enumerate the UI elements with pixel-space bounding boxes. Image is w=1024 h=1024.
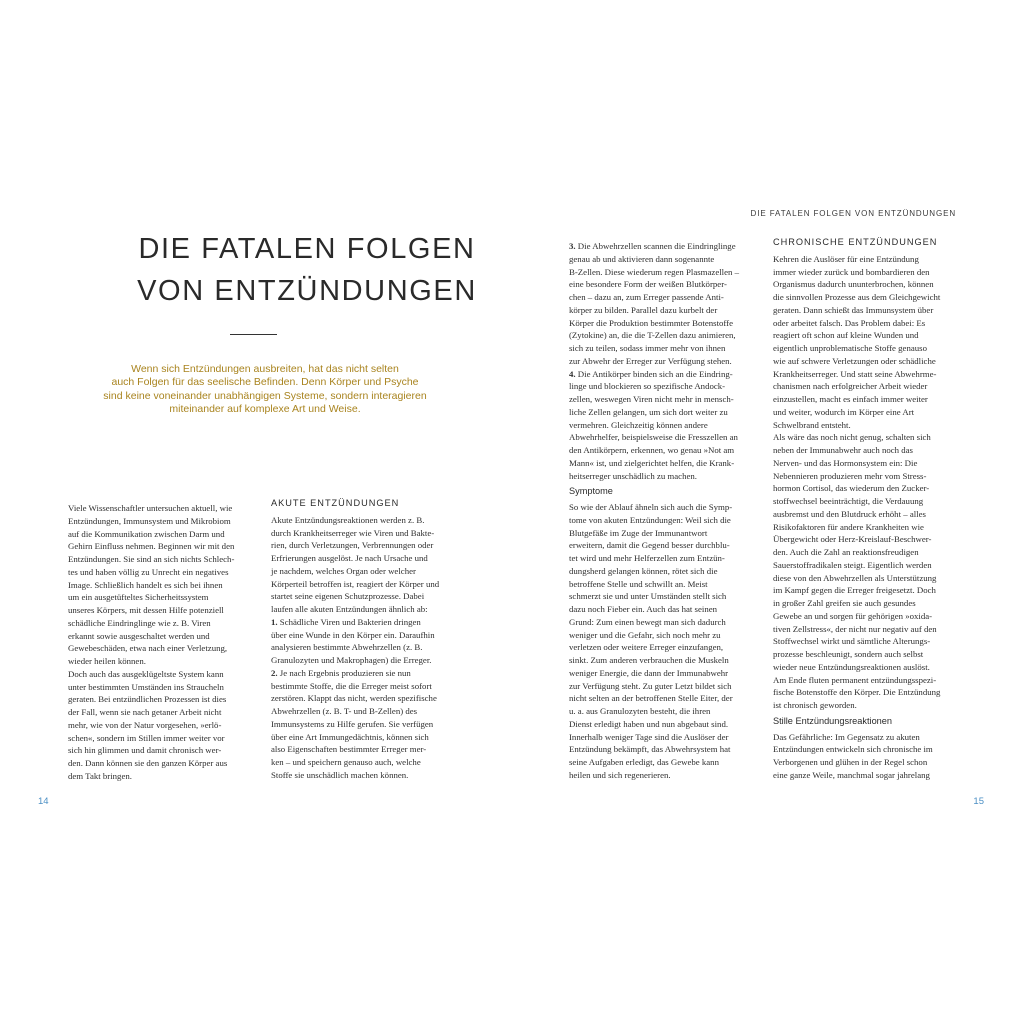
- intro-paragraph: Wenn sich Entzündungen ausbreiten, hat das nicht selten auch Folgen für das seelische Befinden. Denn Körper und Psyche sind keine voneinander unabhängigen Systeme, sondern interagieren miteinander auf komplexe Art und Weise.: [103, 363, 427, 415]
- page-number-right: 15: [973, 796, 984, 807]
- body-paragraph: Als wäre das noch nicht genug, schalten sich neben der Immunabwehr auch noch das Nerven- und das Hormonsystem ein: Die Nebennieren produzieren mehr vom Stress- hormon Cortisol, das wiederum den Zucker- stoffwechsel beeinträchtigt, die Verdauung ausbremst und den Blutdruck erhöht – alles Risikofaktoren für andere Krankheiten wie Übergewicht oder Herz-Kreislauf-Beschwer- den. Auch die Zahl an reaktionsfreudigen Sauerstoffradikalen steigt. Eigentlich werden diese von den Abwehrzellen als Unterstützung im Kampf gegen die Erreger freigesetzt. Doch in großer Zahl greifen sie auch gesundes Gewebe an und sorgen für gehörigen »oxida- tiven Zellstress«, der nicht nur negativ auf den Stoffwechsel wirkt und sämtliche Alterungs- prozesse beschleunigt, sondern auch selbst wieder neue Entzündungsreaktionen auslöst. Am Ende fluten permanent entzündungsspezi- fische Botenstoffe den Körper. Die Entzündung ist chronisch geworden.: [773, 432, 941, 710]
- numbered-step-2: [271, 667, 459, 782]
- chapter-title-line-1: DIE FATALEN FOLGEN: [138, 233, 476, 265]
- page-number-left: 14: [38, 796, 49, 807]
- right-page-column-1: [569, 240, 755, 782]
- step-number: 1.: [271, 616, 278, 627]
- body-paragraph: So wie der Ablauf ähneln sich auch die Symp- tome von akuten Entzündungen: Weil sich die Blutgefäße im Zuge der Immunantwort erweitern, damit die Gegend besser durchblu- tet wird und mehr Helferzellen zum Entzün- dungsherd gelangen können, rötet sich die betroffene Stelle und schwillt an. Meist schmerzt sie und unter Umständen stellt sich dazu noch Fieber ein. Auch das hat seinen Grund: Zum einen bewegt man sich dadurch weniger und die Gefahr, sich noch mehr zu verletzen oder weitere Erreger einzufangen, sinkt. Zum anderen verbrauchen die Muskeln weniger Energie, die dann der Immunabwehr zur Verfügung steht. Zu guter Letzt bildet sich nicht selten an der betroffenen Stelle Eiter, der u. a. aus Granulozyten besteht, die ihren Dienst erledigt haben und nun abgebaut sind. Innerhalb weniger Tage sind die Auslöser der Entzündung bekämpft, das Abwehrsystem hat seine Aufgaben erledigt, das Gewebe kann heilen und sich regenerieren.: [569, 502, 733, 780]
- step-text: Die Abwehrzellen scannen die Eindringlinge genau ab und aktivieren dann sogenannte B-Zellen. Diese wiederum regen Plasmazellen – eine besondere Form der weißen Blutkörper- chen – dazu an, zum Erreger passende Anti- körper zu bilden. Parallel dazu kurbelt der Körper die Produktion bestimmter Botenstoffe (Zytokine) an, die die T-Zellen dazu animieren, sich zu teilen, sodass immer mehr von ihnen zur Abwehr der Erreger zur Verfügung stehen.: [569, 241, 740, 366]
- running-head: DIE FATALEN FOLGEN VON ENTZÜNDUNGEN: [750, 209, 956, 218]
- section-heading-chronic: CHRONISCHE ENTZÜNDUNGEN: [773, 237, 938, 247]
- subheading-symptoms: Symptome: [569, 486, 613, 497]
- step-number: 3.: [569, 241, 576, 251]
- body-paragraph: Kehren die Auslöser für eine Entzündung immer wieder zurück und bombardieren den Organismus dadurch ununterbrochen, können die sinnvollen Prozesse aus dem Gleichgewicht geraten. Dann schießt das Immunsystem über oder arbeitet falsch. Das Problem dabei: Es reagiert oft schon auf kleine Wunden und eigentlich unproblematische Stoffe genauso wie auf schwere Verletzungen oder schädliche Krankheitserreger. Und statt seine Abwehrme- chanismen nach erfolgreicher Arbeit wieder einzustellen, macht es einfach immer weiter und weiter, wodurch im Körper eine Art Schwelbrand entsteht.: [773, 253, 941, 430]
- step-text: Je nach Ergebnis produzieren sie nun bestimmte Stoffe, die die Erreger meist sofort zerstören. Klappt das nicht, werden spezifische Abwehrzellen (z. B. T- und B-Zellen) des Immunsystems zu Hilfe gerufen. Sie verfügen über eine Art Immungedächtnis, können sich also Eigenschaften bestimmter Erreger mer- ken – und speichern genauso auch, welche Stoffe sie unschädlich machen können.: [271, 667, 437, 780]
- section-heading-acute: AKUTE ENTZÜNDUNGEN: [271, 498, 400, 508]
- numbered-step-4: [569, 368, 755, 483]
- body-paragraph: Doch auch das ausgeklügeltste System kann unter bestimmten Umständen ins Straucheln geraten. Bei entzündlichen Prozessen ist dies der Fall, wenn sie nach getaner Arbeit nicht mehr, wie von der Natur vorgesehen, »erlö- schen«, sondern im Stillen immer weiter vor sich hin glimmen und damit chronisch wer- den. Dann können sie den ganzen Körper aus dem Takt bringen.: [68, 668, 228, 781]
- body-paragraph: Akute Entzündungsreaktionen werden z. B. durch Krankheitserreger wie Viren und Bakte- rien, durch Verletzungen, Verbrennungen oder Erfrierungen ausgelöst. Je nach Ursache und je nachdem, welches Organ oder welcher Körperteil betroffen ist, reagiert der Körper und startet seine eigenen Schutzprozesse. Dabei laufen alle akuten Entzündungen ähnlich ab:: [271, 514, 440, 614]
- body-paragraph: Viele Wissenschaftler untersuchen aktuell, wie Entzündungen, Immunsystem und Mikrobiom auf die Kommunikation zwischen Darm und Gehirn Einfluss nehmen. Beginnen wir mit den Entzündungen. Sie sind an sich nichts Schlech- tes und haben völlig zu Unrecht ein negatives Image. Schließlich handelt es sich bei ihnen um ein ausgetüfteltes Sicherheitssystem unseres Körpers, mit dessen Hilfe potenziell schädliche Eindringlinge wie z. B. Viren erkannt sowie ausgeschaltet werden und Gewebeschäden, etwa nach einer Verletzung, wieder heilen können.: [68, 503, 235, 666]
- left-page-column-1: [68, 502, 258, 783]
- left-page-column-2: [271, 497, 459, 782]
- numbered-step-1: [271, 616, 459, 667]
- right-page-column-2: [773, 236, 959, 782]
- step-text: Die Antikörper binden sich an die Eindring- linge und blockieren so spezifische Andock- zellen, weswegen Viren nicht mehr in mensch- liche Zellen gelangen, um sich dort weiter zu vermehren. Gleichzeitig können andere Abwehrhelfer, beispielsweise die Fresszellen an den Antikörpern, erkennen, wo genau »Not am Mann« ist, und zielgerichtet helfen, die Krank- heitserreger unschädlich zu machen.: [569, 368, 738, 481]
- step-number: 2.: [271, 667, 278, 678]
- step-number: 4.: [569, 368, 576, 379]
- chapter-title-line-2: VON ENTZÜNDUNGEN: [137, 275, 477, 307]
- subheading-silent-inflammation: Stille Entzündungsreaktionen: [773, 715, 893, 726]
- title-divider: [230, 334, 277, 335]
- numbered-step-3: [569, 240, 755, 368]
- chapter-title: [60, 228, 554, 312]
- body-paragraph: Das Gefährliche: Im Gegensatz zu akuten Entzündungen entwickeln sich chronische im Verborgenen und glühen in der Regel schon eine ganze Weile, manchmal sogar jahrelang: [773, 731, 933, 780]
- step-text: Schädliche Viren und Bakterien dringen über eine Wunde in den Körper ein. Daraufhin analysieren bestimmte Abwehrzellen (z. B. Granulozyten und Makrophagen) die Erreger.: [271, 616, 435, 665]
